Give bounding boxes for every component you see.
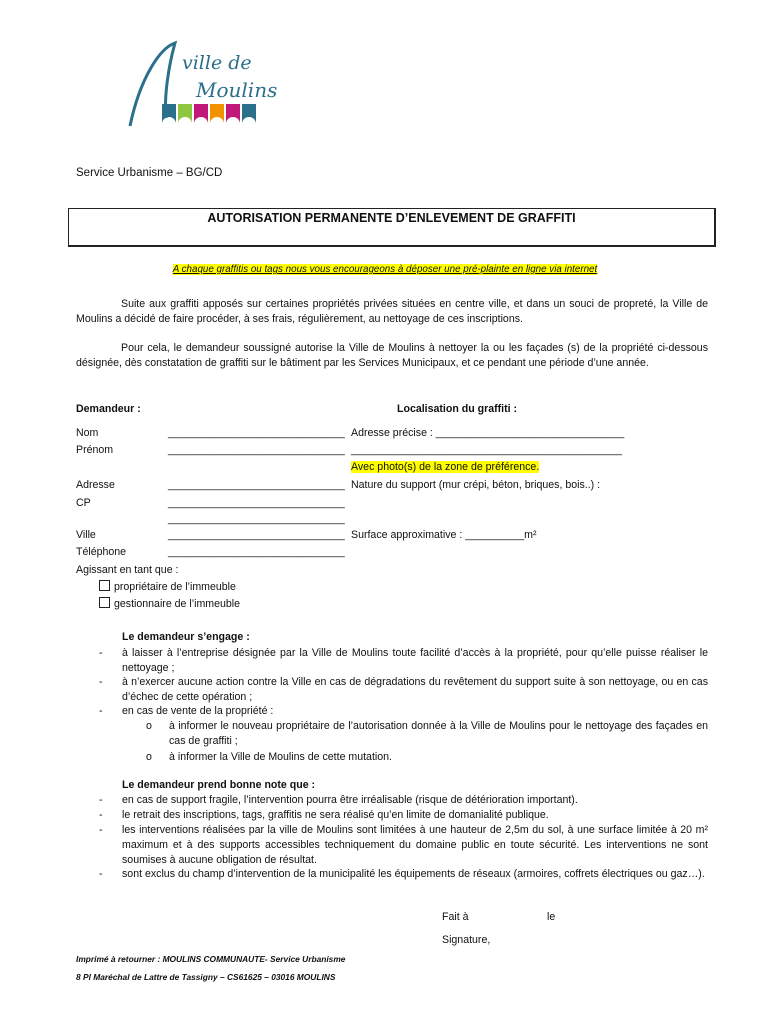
option-proprietaire[interactable] <box>99 580 236 595</box>
paragraph-authorization: Pour cela, le demandeur soussigné autorise la Ville de Moulins à nettoyer la ou les façades (s) de la propriété ci-dessous désignée, dès constatation de graffiti sur le bâtiment par les Services Municipaux, et ce pendant une période d’une année. <box>76 342 708 369</box>
cp-field[interactable]: ______________________________ <box>168 497 345 509</box>
adresse-precise-field[interactable]: Adresse précise : ________________________________ <box>351 427 625 439</box>
note-item-4: sont exclus du champ d’intervention de la municipalité les équipements de réseaux (armoires, coffrets électriques ou gaz…). <box>122 868 705 880</box>
dash: - <box>99 868 103 880</box>
adresse-extra-field[interactable]: ______________________________ <box>168 513 345 525</box>
paragraph-intro: Suite aux graffiti apposés sur certaines propriétés privées situées en centre ville, et dans un souci de propreté, la Ville de Moulins a décidé de faire procéder, à ses frais, régulièrement, au nettoyage de ces inscriptions. <box>76 298 708 325</box>
nom-label: Nom <box>76 427 99 439</box>
telephone-field[interactable]: ______________________________ <box>168 546 345 558</box>
nature-field[interactable]: Nature du support (mur crépi, béton, briques, bois..) : <box>351 479 601 491</box>
dash: - <box>99 794 103 806</box>
service-label: Service Urbanisme – BG/CD <box>76 167 223 179</box>
checkbox-gestionnaire[interactable] <box>99 597 110 608</box>
signature-label: Signature, <box>442 934 491 946</box>
engage-item-1: à laisser à l’entreprise désignée par la Ville de Moulins toute facilité d’accès à la propriété, pour qu’elle puisse réaliser le nettoyage ; <box>122 647 708 674</box>
option-proprietaire-label: propriétaire de l’immeuble <box>114 581 236 593</box>
logo-text-moulins: Moulins <box>196 78 278 102</box>
engage-sub-1: à informer le nouveau propriétaire de l’autorisation donnée à la Ville de Moulins pour le nettoyage des façades en cas de graffiti ; <box>169 720 708 747</box>
notice <box>0 262 770 277</box>
adresse-label: Adresse <box>76 479 115 491</box>
checkbox-proprietaire[interactable] <box>99 580 110 591</box>
prenom-label: Prénom <box>76 444 114 456</box>
adresse-precise-extra-field[interactable]: ______________________________________________ <box>351 444 623 456</box>
dash: - <box>99 647 103 659</box>
photo-note <box>351 460 539 475</box>
note-item-3: les interventions réalisées par la ville de Moulins sont limitées à une hauteur de 2,5m du sol, à une surface limitée à 20 m² maximum et à des supports accessibles techniquement du domaine public en toute sécurité. Les interventions ne sont soumises à aucune obligation de résultat. <box>122 824 708 866</box>
engage-sub-2: à informer la Ville de Moulins de cette mutation. <box>169 751 392 763</box>
nom-field[interactable]: ______________________________ <box>168 427 345 439</box>
fait-a-label: Fait à <box>442 911 469 923</box>
document-title: AUTORISATION PERMANENTE D’ENLEVEMENT DE GRAFFITI <box>207 211 576 225</box>
surface-field[interactable]: Surface approximative : __________m² <box>351 529 537 541</box>
note-heading: Le demandeur prend bonne note que : <box>122 779 316 791</box>
note-item-2: le retrait des inscriptions, tags, graffitis ne sera réalisé qu’en limite de domanialité publique. <box>122 809 549 821</box>
prenom-field[interactable]: ______________________________ <box>168 444 345 456</box>
dash: - <box>99 705 103 717</box>
notice-text: A chaque graffitis ou tags nous vous encourageons à déposer une pré-plainte en ligne via internet <box>172 264 598 275</box>
agissant-label: Agissant en tant que : <box>76 564 179 576</box>
engage-heading: Le demandeur s’engage : <box>122 631 250 643</box>
telephone-label: Téléphone <box>76 546 127 558</box>
engage-item-2: à n’exercer aucune action contre la Ville en cas de dégradations du revêtement du support suite à son nettoyage, ou en cas d’échec de cette opération ; <box>122 676 708 703</box>
option-gestionnaire-label: gestionnaire de l’immeuble <box>114 598 241 610</box>
sub-bullet: o <box>146 751 152 763</box>
dash: - <box>99 809 103 821</box>
note-item-1: en cas de support fragile, l’intervention pourra être irréalisable (risque de détérioration important). <box>122 794 578 806</box>
photo-note-text: Avec photo(s) de la zone de préférence. <box>351 461 540 473</box>
engage-item-3: en cas de vente de la propriété : <box>122 705 274 717</box>
logo <box>120 38 300 138</box>
ville-field[interactable]: ______________________________ <box>168 529 345 541</box>
demandeur-heading: Demandeur : <box>76 403 141 415</box>
dash: - <box>99 676 103 688</box>
footer-line-2: 8 Pl Maréchal de Lattre de Tassigny – CS61625 – 03016 MOULINS <box>76 972 336 982</box>
logo-text-ville: ville de <box>182 52 252 74</box>
dash: - <box>99 824 103 836</box>
localisation-heading: Localisation du graffiti : <box>397 403 518 415</box>
footer-line-1: Imprimé à retourner : MOULINS COMMUNAUTE- Service Urbanisme <box>76 954 346 964</box>
adresse-field[interactable]: ______________________________ <box>168 479 345 491</box>
cp-label: CP <box>76 497 91 509</box>
title-box <box>68 208 716 247</box>
sub-bullet: o <box>146 720 152 732</box>
le-label: le <box>547 911 556 923</box>
ville-label: Ville <box>76 529 96 541</box>
option-gestionnaire[interactable] <box>99 597 240 612</box>
